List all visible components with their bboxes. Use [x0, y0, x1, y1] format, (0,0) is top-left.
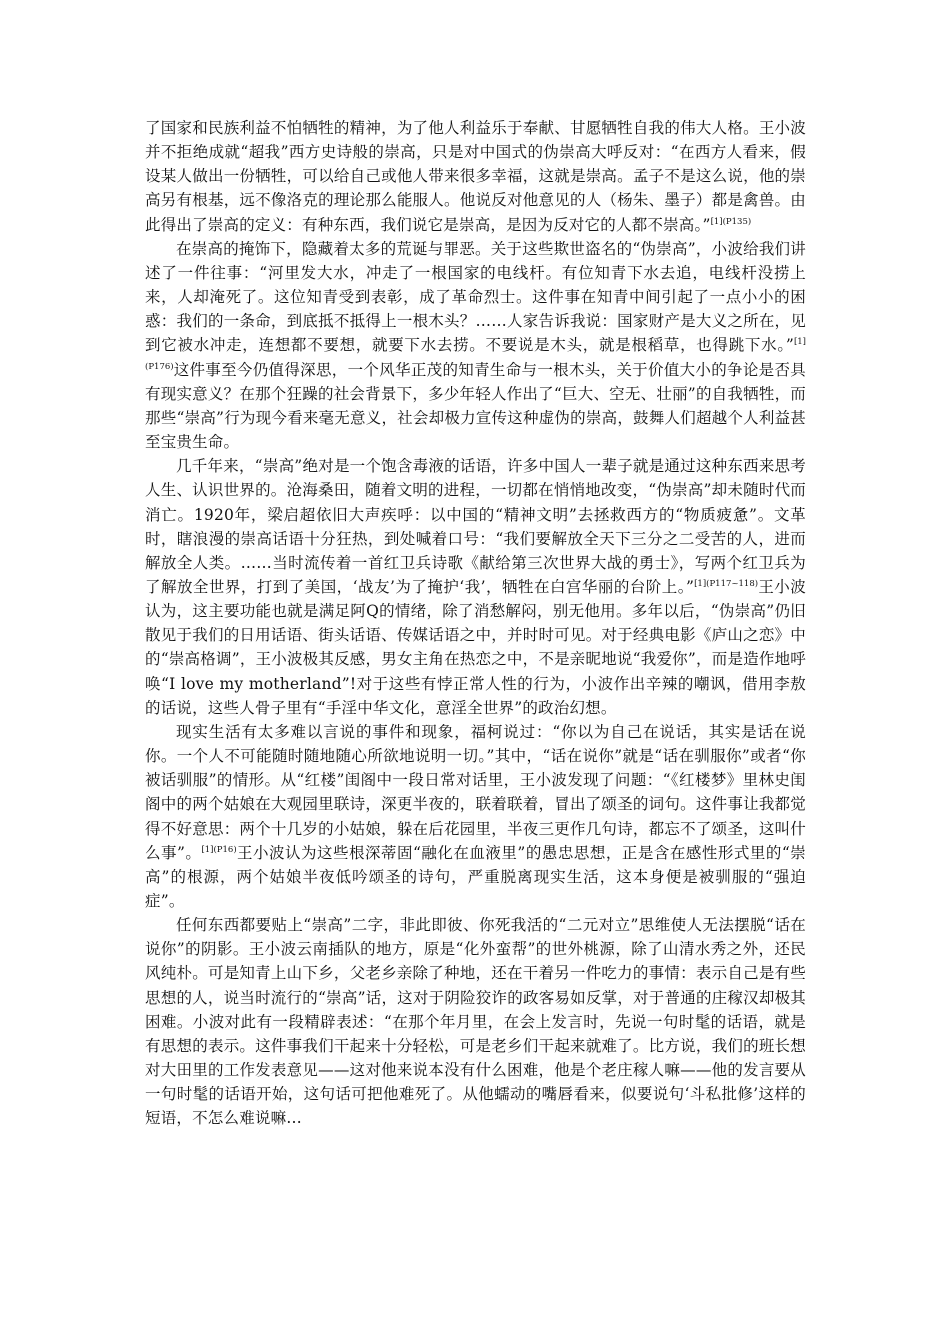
body-text	[145, 116, 806, 1131]
citation-superscript: [1](P117~118)	[694, 578, 759, 589]
citation-superscript: [1](P176)	[145, 337, 806, 372]
paragraph-text: 几千年来，“崇高”绝对是一个饱含毒液的话语，许多中国人一辈子就是通过这种东西来思考人生、认识世界的。沧海桑田，随着文明的进程，一切都在悄悄地改变，“伪崇高”却未随时代而消亡。1920年，梁启超依旧大声疾呼：以中国的“精神文明”去拯救西方的“物质疲惫”。文革时，瞎浪漫的崇高话语十分狂热，到处喊着口号：“我们要解放全天下三分之二受苦的人，进而解放全人类。……当时流传着一首红卫兵诗歌《献给第三次世界大战的勇士》，写两个红卫兵为了解放全世界，打到了美国，‘战友’为了掩护‘我’，牺牲在白宫华丽的台阶上。”	[145, 457, 806, 596]
paragraph-text: 在崇高的掩饰下，隐藏着太多的荒诞与罪恶。关于这些欺世盗名的“伪崇高”，小波给我们讲述了一件往事：“河里发大水，冲走了一根国家的电线杆。有位知青下水去追，电线杆没捞上来，人却淹死了。这位知青受到表彰，成了革命烈士。这件事在知青中间引起了一点小小的困惑：我们的一条命，到底抵不抵得上一根木头？……人家告诉我说：国家财产是大义之所在，见到它被水冲走，连想都不要想，就要下水去捞。不要说是木头，就是根稻草，也得跳下水。”	[145, 239, 806, 355]
citation-superscript: [1](P135)	[710, 216, 752, 227]
paragraph-text: 现实生活有太多难以言说的事件和现象，福柯说过：“你以为自己在说话，其实是话在说你。一个人不可能随时随地随心所欲地说明一切。”其中，“话在说你”就是“话在驯服你”或者“你被话驯服”的情形。从“红楼”闺阁中一段日常对话里，王小波发现了问题：“《红楼梦》里林史闺阁中的两个姑娘在大观园里联诗，深更半夜的，联着联着，冒出了颂圣的词句。这件事让我都觉得不好意思：两个十几岁的小姑娘，躲在后花园里，半夜三更作几句诗，都忘不了颂圣，这叫什么事”。	[145, 722, 806, 862]
paragraph-text: 王小波认为，这主要功能也就是满足阿Q的情绪，除了消愁解闷，别无他用。多年以后，“伪崇高”仍旧散见于我们的日用话语、街头话语、传媒话语之中，并时时可见。对于经典电影《庐山之恋》中的“崇高格调”，王小波极其反感，男女主角在热恋之中，不是亲昵地说“我爱你”，而是造作地呼唤“I love my motherland”!对于这些有悖正常人性的行为，小波作出辛辣的嘲讽，借用李敖的话说，这些人骨子里有“手淫中华文化，意淫全世界”的政治幻想。	[145, 577, 806, 717]
paragraph	[145, 116, 806, 237]
paragraph-text: 这件事至今仍值得深思，一个风华正茂的知青生命与一根木头，关于价值大小的争论是否具有现实意义？在那个狂躁的社会背景下，多少年轻人作出了“巨大、空无、壮丽”的自我牺牲，而那些“崇高”行为现今看来毫无意义，社会却极力宣传这种虚伪的崇高，鼓舞人们超越个人利益甚至宝贵生命。	[145, 360, 806, 452]
paragraph	[145, 913, 806, 1130]
paragraph	[145, 720, 806, 913]
paragraph	[145, 454, 806, 720]
paragraph	[145, 237, 806, 454]
paragraph-text: 了国家和民族利益不怕牺牲的精神，为了他人利益乐于奉献、甘愿牺牲自我的伟大人格。王小波并不拒绝成就“超我”西方史诗般的崇高，只是对中国式的伪崇高大呼反对：“在西方人看来，假设某人做出一份牺牲，可以给自己或他人带来很多幸福，这就是崇高。孟子不是这么说，他的崇高另有根基，远不像洛克的理论那么能服人。他说反对他意见的人（杨朱、墨子）都是禽兽。由此得出了崇高的定义：有种东西，我们说它是崇高，是因为反对它的人都不崇高。”	[145, 119, 806, 234]
paragraph-text: 任何东西都要贴上“崇高”二字，非此即彼、你死我活的“二元对立”思维使人无法摆脱“话在说你”的阴影。王小波云南插队的地方，原是“化外蛮帮”的世外桃源，除了山清水秀之外，还民风纯朴。可是知青上山下乡，父老乡亲除了种地，还在干着另一件吃力的事情：表示自己是有些思想的人，说当时流行的“崇高”话，这对于阴险狡诈的政客易如反掌，对于普通的庄稼汉却极其困难。小波对此有一段精辟表述：“在那个年月里，在会上发言时，先说一句时髦的话语，就是有思想的表示。这件事我们干起来十分轻松，可是老乡们干起来就难了。比方说，我们的班长想对大田里的工作发表意见——这对他来说本没有什么困难，他是个老庄稼人嘛——他的发言要从一句时髦的话语开始，这句话可把他难死了。从他蠕动的嘴唇看来，似要说句‘斗私批修’这样的短语，不怎么难说嘛…	[145, 916, 806, 1128]
citation-superscript: [1](P16)	[201, 844, 237, 855]
paragraph-text: 王小波认为这些根深蒂固“融化在血液里”的愚忠思想，正是含在感性形式里的“崇高”的根源，两个姑娘半夜低吟颂圣的诗句，严重脱离现实生活，这本身便是被驯服的“强迫症”。	[145, 843, 806, 910]
